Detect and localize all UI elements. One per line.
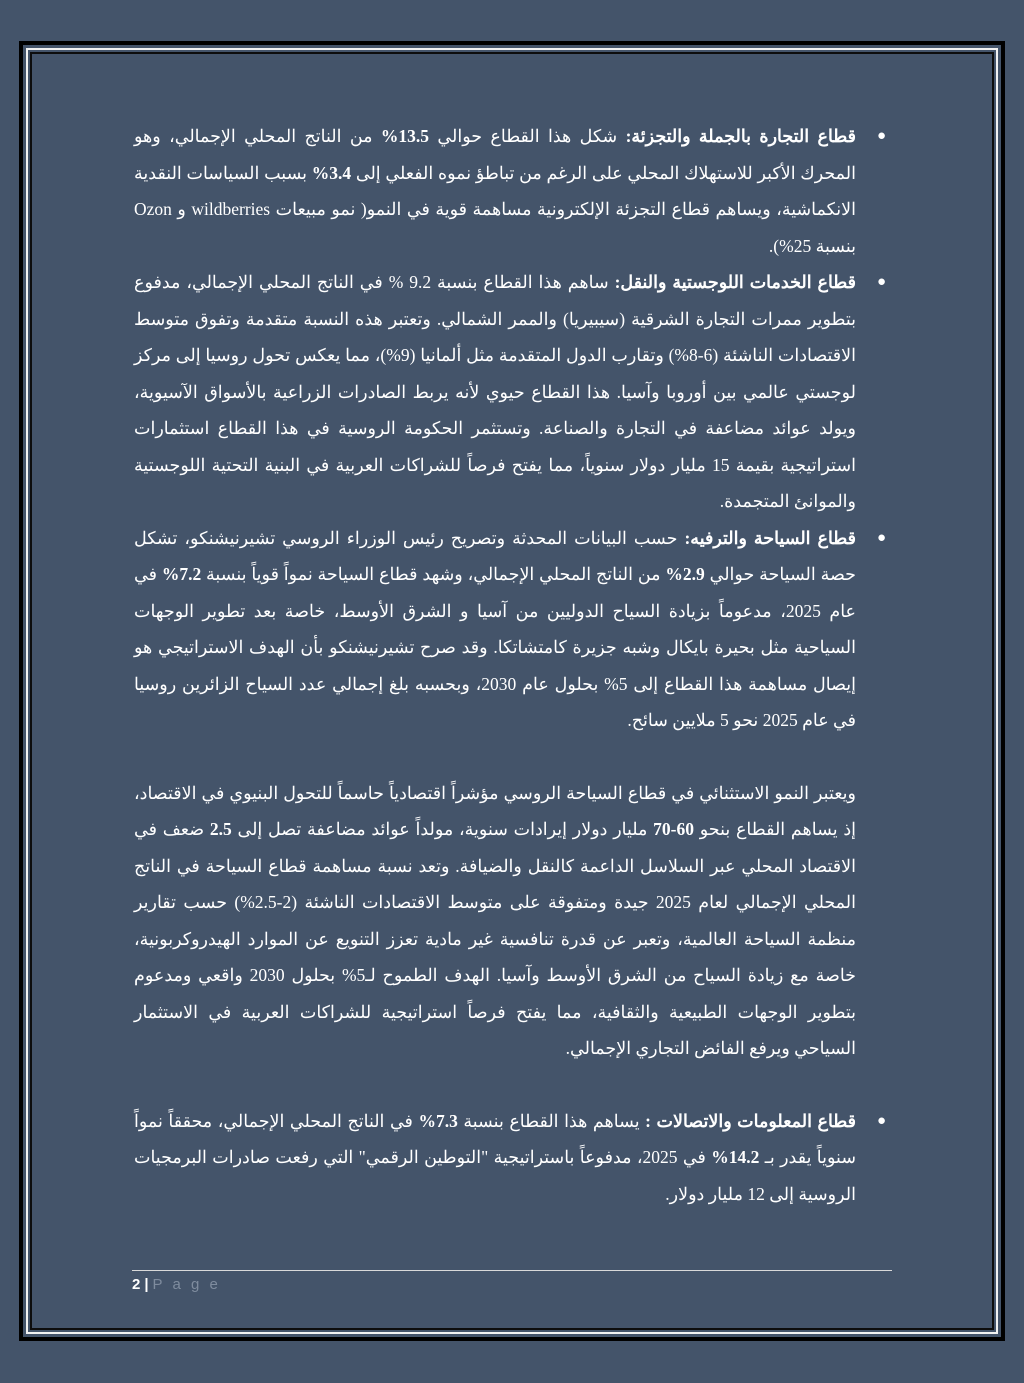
document-body [134,118,886,1212]
tourism-value-b: 7.2% [161,564,202,584]
retail-text: بسبب السياسات النقدية الانكماشية، ويساهم قطاع التجزئة الإلكترونية مساهمة قوية في النمو( نمو مبيعات wildberries و Ozon بنسبة 25%). [134,162,856,256]
retail-title: قطاع التجارة بالجملة والتجزئة: [625,126,856,146]
logistics-text: ساهم هذا القطاع بنسبة 9.2 % في الناتج المحلي الإجمالي، مدفوع بتطوير ممرات التجارة الشرقية (سيبيريا) والممر الشمالي. وتعتبر هذه النسبة متقدمة وتفوق متوسط الاقتصادات الناشئة (6-8%) وتقارب الدول المتقدمة مثل ألمانيا (9%)، مما يعكس تحول روسيا إلى مركز لوجستي عالمي بين أوروبا وآسيا. هذا القطاع حيوي لأنه يربط الصادرات الزراعية بالأسواق الآسيوية، ويولد عوائد مضاعفة في التجارة والصناعة. وتستثمر الحكومة الروسية في هذا القطاع استثمارات استراتيجية بقيمة 15 مليار دولار سنوياً، مما يفتح فرصاً للشراكات العربية في البنية التحتية اللوجستية والموانئ المتجمدة. [134,272,857,511]
retail-value-b: 3.4% [311,162,352,183]
paragraph-spacer [134,739,856,775]
tourism-text: في عام 2025، مدعوماً بزيادة السياح الدوليين من آسيا و الشرق الأوسط، خاصة بعد تطوير الوجهات السياحية مثل بحيرة بايكال وشبه جزيرة كامتشاتكا. وقد صرح تشيرنيشنكو بأن الهدف الاستراتيجي هو إيصال مساهمة هذا القطاع إلى 5% بحلول عام 2030، وبحسبه بلغ إجمالي عدد السياح الزائرين روسيا في عام 2025 نحو 5 ملايين سائح. [134,564,857,730]
tourism-value-a: 2.9% [665,564,705,584]
tourism-analysis-text: ويعتبر النمو الاستثنائي في قطاع السياحة الروسي مؤشراً اقتصادياً حاسماً للتحول البنيوي في الاقتصاد، إذ يساهم القطاع بنحو [134,782,856,839]
it-text: يساهم هذا القطاع بنسبة [457,1110,646,1131]
paragraph-spacer [134,1067,856,1103]
page-label: P a g e [152,1276,221,1293]
it-text: في 2025، مدفوعاً باستراتيجية "التوطين الرقمي" التي رفعت صادرات البرمجيات الروسية إلى 12 مليار دولار. [134,1147,856,1204]
page-number: 2 [132,1276,141,1293]
tourism-title: قطاع السياحة والترفيه: [684,527,856,548]
bullet-icon: ● [876,1112,886,1129]
footer-divider [132,1270,892,1271]
tourism-analysis-paragraph [134,775,856,1067]
it-text: في الناتج المحلي الإجمالي، محققاً نمواً سنوياً يقدر بـ [134,1110,856,1167]
it-value-a: 7.3% [418,1110,458,1131]
bullet-icon: ● [876,128,886,144]
tourism-analysis-value-a: 60-70 [653,819,694,839]
retail-value-a: 13.5% [380,126,430,146]
bullet-icon: ● [876,529,886,546]
it-paragraph [134,1103,856,1213]
tourism-text: من الناتج المحلي الإجمالي، وشهد قطاع السياحة نمواً قوياً بنسبة [201,564,666,584]
footer-separator: | [144,1276,149,1293]
tourism-text: حسب البيانات المحدثة وتصريح رئيس الوزراء الروسي تشيرنيشنكو، تشكل حصة السياحة حوالي [134,527,856,584]
logistics-paragraph [134,264,856,520]
retail-paragraph [134,118,856,264]
logistics-section [134,264,886,520]
retail-section [134,118,886,264]
it-value-b: 14.2% [711,1147,760,1167]
tourism-analysis-text: ضعف في الاقتصاد المحلي عبر السلاسل الداعمة كالنقل والضيافة. وتعد نسبة مساهمة قطاع السياحة في الناتج المحلي الإجمالي لعام 2025 جيدة ومتفوقة على متوسط الاقتصادات الناشئة (2-2.5%) حسب تقارير منظمة السياحة العالمية، وتعبر عن قدرة تنافسية غير مادية تعزز التنويع عن الموارد الهيدروكربونية، خاصة مع زيادة السياح من الشرق الأوسط وآسيا. الهدف الطموح لـ5% بحلول 2030 واقعي ومدعوم بتطوير الوجهات الطبيعية والثقافية، مما يفتح فرصاً استراتيجية للشراكات العربية في الاستثمار السياحي ويرفع الفائض التجاري الإجمالي. [134,819,856,1058]
bullet-icon: ● [876,274,886,290]
retail-text: شكل هذا القطاع حوالي [429,126,626,146]
tourism-analysis-text: مليار دولار إيرادات سنوية، مولداً عوائد مضاعفة تصل إلى [231,819,654,839]
retail-text: من الناتج المحلي الإجمالي، وهو المحرك الأكبر للاستهلاك المحلي على الرغم من تباطؤ نموه الفعلي إلى [134,126,856,183]
it-section [134,1103,886,1213]
page-footer [132,1276,221,1293]
tourism-section [134,520,886,739]
logistics-title: قطاع الخدمات اللوجستية والنقل: [614,272,856,292]
tourism-analysis-value-b: 2.5 [209,819,232,839]
it-title: قطاع المعلومات والاتصالات : [645,1110,856,1131]
tourism-paragraph [134,520,856,739]
